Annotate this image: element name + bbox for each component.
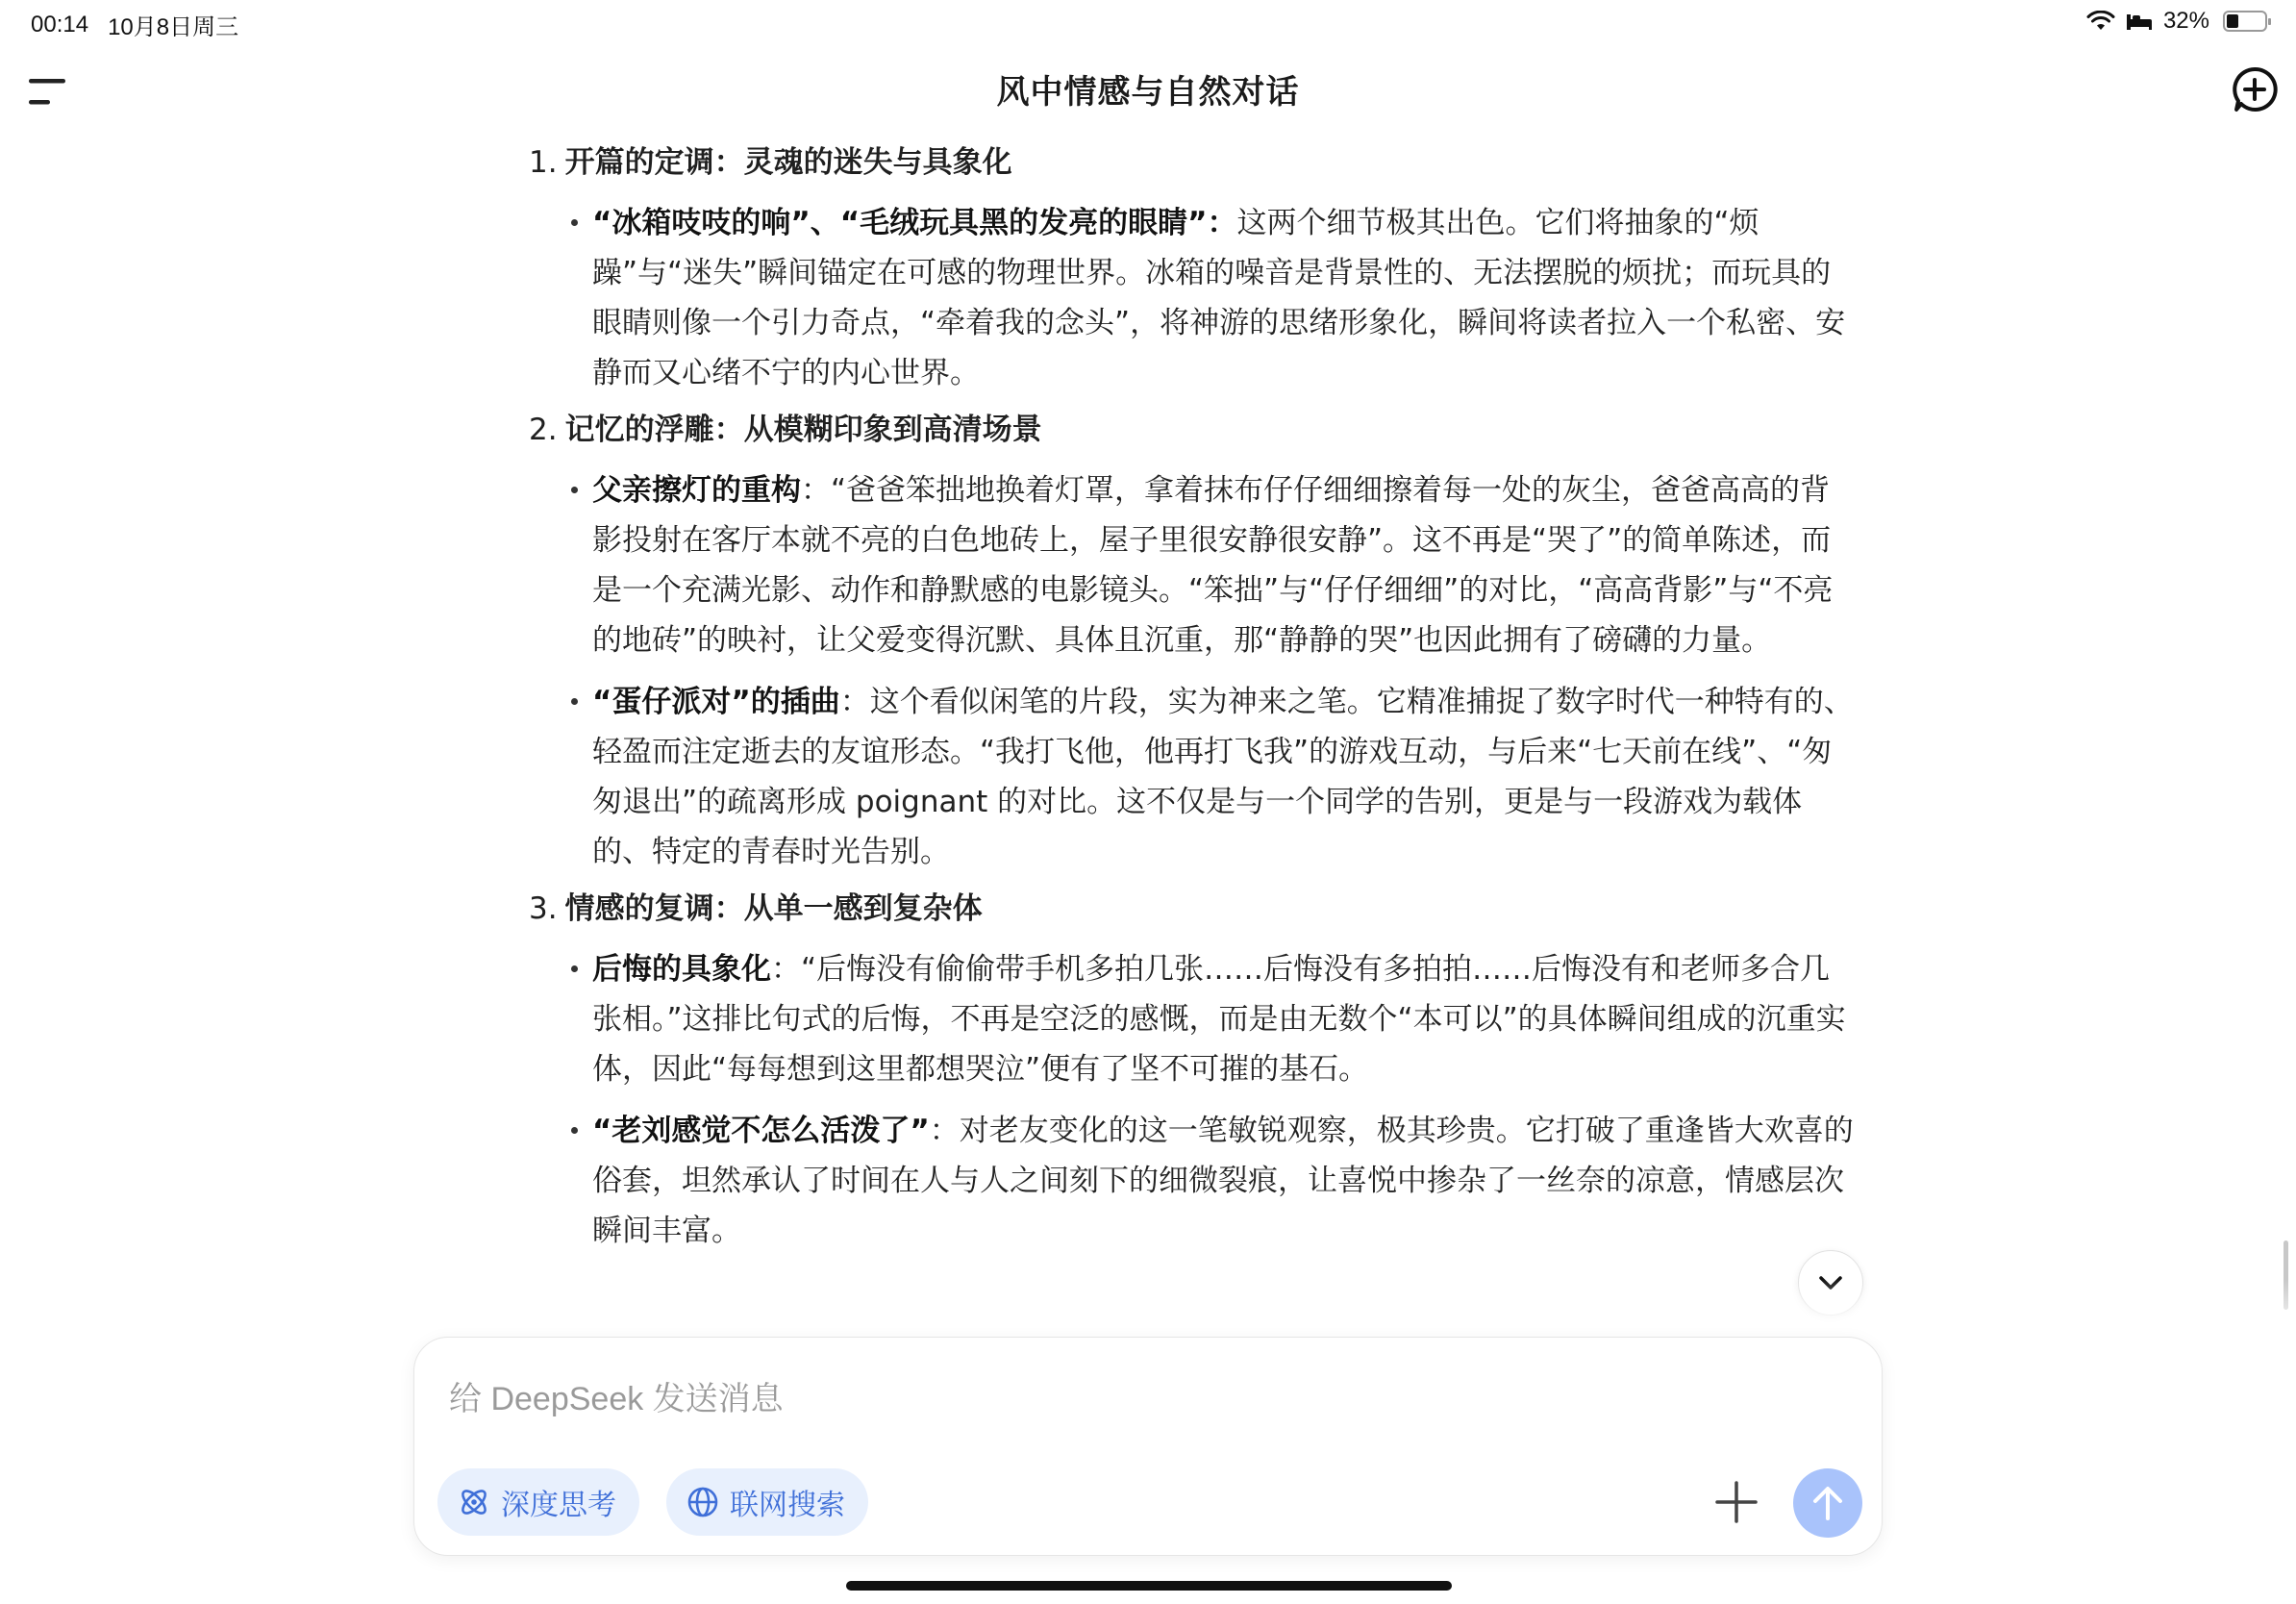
- status-date: 10月8日周三: [108, 14, 239, 40]
- battery-level: [2227, 14, 2238, 28]
- bullet-text: ：这个看似闲笔的片段，实为神来之笔。它精准捕捉了数字时代一种特有的、轻盈而注定逝去的友谊形态。“我打飞他，他再打飞我”的游戏互动，与后来“七天前在线”、“匆匆退出”的疏离形成 poignant 的对比。这不仅是与一个同学的告别，更是与一段游戏为载体的、特定的青春时光告别。: [592, 685, 1854, 869]
- battery-icon: [2223, 11, 2267, 32]
- home-indicator: [846, 1581, 1452, 1591]
- message-input[interactable]: 给 DeepSeek 发送消息: [449, 1381, 784, 1417]
- section-number: 1.: [529, 145, 558, 180]
- list-item: [529, 465, 1856, 665]
- battery-percent: 32%: [2162, 8, 2209, 34]
- list-item: [529, 1106, 1856, 1256]
- bullet-dot: [571, 487, 578, 493]
- section-title: 开篇的定调：灵魂的迷失与具象化: [564, 145, 1012, 180]
- plus-icon: [1710, 1476, 1762, 1528]
- bullet-text: ：“后悔没有偷偷带手机多拍几张……后悔没有多拍拍……后悔没有和老师多合几张相。”这排比句式的后悔，不再是空泛的感慨，而是由无数个“本可以”的具体瞬间组成的沉重实体，因此“每每想到这里都想哭泣”便有了坚不可摧的基石。: [592, 952, 1846, 1087]
- bullet-lead: “冰箱吱吱的响”、“毛绒玩具黑的发亮的眼睛”：: [592, 206, 1237, 240]
- bullet-dot: [571, 219, 578, 226]
- section-1: [529, 144, 1856, 398]
- bullet-lead: “老刘感觉不怎么活泼了”: [592, 1114, 930, 1148]
- bullet-lead: 父亲擦灯的重构: [592, 473, 801, 508]
- status-bar-left: [31, 8, 238, 41]
- section-2: [529, 412, 1856, 877]
- bullet-text: ：对老友变化的这一笔敏锐观察，极其珍贵。它打破了重逢皆大欢喜的俗套，坦然承认了时间在人与人之间刻下的细微裂痕，让喜悦中掺杂了一丝奈的凉意，情感层次瞬间丰富。: [592, 1114, 1854, 1248]
- web-search-toggle[interactable]: [666, 1468, 868, 1536]
- bullet-text: 这两个细节极其出色。它们将抽象的“烦躁”与“迷失”瞬间锚定在可感的物理世界。冰箱的噪音是背景性的、无法摆脱的烦扰；而玩具的眼睛则像一个引力奇点，“牵着我的念头”，将神游的思绪形象化，瞬间将读者拉入一个私密、安静而又心绪不宁的内心世界。: [592, 206, 1846, 390]
- bullet-lead: 后悔的具象化: [592, 952, 771, 987]
- section-3: [529, 890, 1856, 1256]
- bullet-dot: [571, 1127, 578, 1134]
- section-title: 记忆的浮雕：从模糊印象到高清场景: [564, 413, 1042, 447]
- bullet-lead: “蛋仔派对”的插曲: [592, 685, 840, 719]
- deep-think-label: 深度思考: [501, 1489, 616, 1522]
- new-chat-button[interactable]: [2231, 65, 2279, 113]
- bed-icon: [2125, 11, 2154, 32]
- section-heading: [529, 412, 1856, 448]
- attach-button[interactable]: [1710, 1476, 1762, 1528]
- section-title: 情感的复调：从单一感到复杂体: [564, 891, 983, 926]
- section-heading: [529, 890, 1856, 927]
- status-bar-right: [2086, 8, 2267, 35]
- new-chat-icon: [2231, 65, 2279, 113]
- bullet-dot: [571, 965, 578, 972]
- message-composer: [413, 1337, 1883, 1556]
- section-heading: [529, 144, 1856, 181]
- page-title: 风中情感与自然对话: [996, 73, 1300, 112]
- content-fade: [0, 1279, 2296, 1337]
- wifi-icon: [2086, 11, 2115, 32]
- deep-think-toggle[interactable]: [437, 1468, 639, 1536]
- list-item: [529, 677, 1856, 877]
- list-item: [529, 198, 1856, 398]
- status-time: 00:14: [31, 11, 89, 38]
- send-button[interactable]: [1793, 1468, 1862, 1538]
- assistant-message: [529, 144, 1856, 1337]
- bullet-dot: [571, 698, 578, 705]
- arrow-up-icon: [1810, 1484, 1845, 1522]
- section-number: 3.: [529, 891, 558, 926]
- section-number: 2.: [529, 413, 558, 447]
- atom-icon: [457, 1485, 491, 1519]
- list-item: [529, 944, 1856, 1094]
- web-search-label: 联网搜索: [730, 1489, 845, 1522]
- bullet-text: ：“爸爸笨拙地换着灯罩，拿着抹布仔仔细细擦着每一处的灰尘，爸爸高高的背影投射在客厅本就不亮的白色地砖上，屋子里很安静很安静”。这不再是“哭了”的简单陈述，而是一个充满光影、动作和静默感的电影镜头。“笨拙”与“仔仔细细”的对比，“高高背影”与“不亮的地砖”的映衬，让父爱变得沉默、具体且沉重，那“静静的哭”也因此拥有了磅礴的力量。: [592, 473, 1834, 658]
- globe-icon: [686, 1485, 720, 1519]
